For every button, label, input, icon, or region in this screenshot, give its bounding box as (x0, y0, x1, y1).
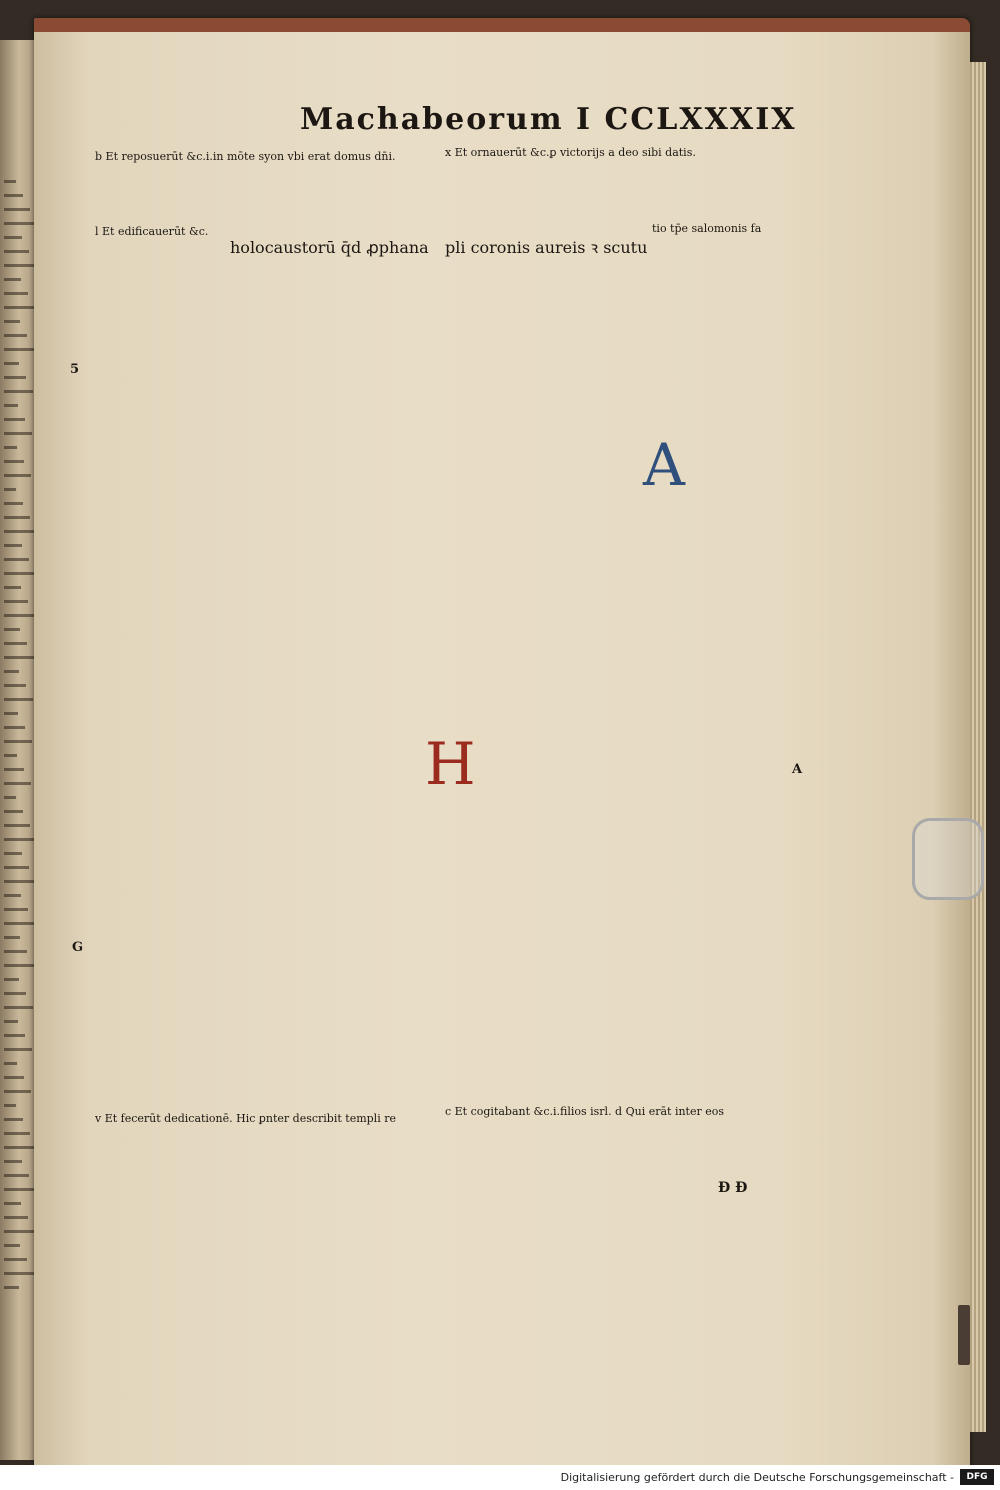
facing-page-text-line (4, 992, 26, 995)
text-line: pli coronis aureis ꝛ scutu (445, 238, 648, 257)
facing-page-text-line (4, 1020, 18, 1023)
facing-page-text-line (4, 712, 18, 715)
facing-page-text-line (4, 1286, 19, 1289)
facing-page-text-line (4, 348, 34, 351)
facing-page-text-line (4, 558, 29, 561)
facing-page-text-line (4, 656, 34, 659)
facing-page-text-line (4, 474, 31, 477)
facing-page-text-line (4, 866, 29, 869)
facing-page-text-line (4, 1048, 32, 1051)
facing-page-text-line (4, 530, 37, 533)
facing-page-text-line (4, 922, 35, 925)
facing-page-text-line (4, 222, 37, 225)
facing-page-text-line (4, 950, 27, 953)
dfg-logo: DFG (960, 1469, 994, 1485)
facing-page-text-line (4, 236, 22, 239)
margin-mark: 5 (70, 362, 80, 377)
facing-page-text-line (4, 1104, 16, 1107)
commentary-column-left (95, 225, 223, 1125)
text-line: b Et reposuerūt &c.i.in mōte syon vbi erat domus dn̄i. (95, 150, 396, 163)
facing-page-text-line (4, 908, 28, 911)
text-line: c Et cogitabant &c.i.filios isrl̄. d Qui erāt inter eos (445, 1105, 725, 1118)
facing-page-text-line (4, 1272, 34, 1275)
facing-page-text-line (4, 1146, 37, 1149)
text-line: x Et ornauerūt &c.ꝑ victorijs a deo sibi datis. (445, 146, 696, 159)
running-head: Machabeorum I CCLXXXIX (300, 102, 797, 137)
commentary-bottom-right (445, 1105, 790, 1185)
facing-page-text-line (4, 544, 22, 547)
facing-page-text-line (4, 292, 28, 295)
facing-page-text-line (4, 446, 17, 449)
commentary-top-left (95, 150, 440, 222)
signature-mark: Ð Ð (718, 1180, 748, 1196)
facing-page-text-line (4, 880, 36, 883)
text-line: l Et edificauerūt &c. (95, 225, 209, 238)
facing-page-text-line (4, 488, 16, 491)
facing-page-text-line (4, 726, 25, 729)
facing-page-text-line (4, 852, 22, 855)
facing-page-text-line (4, 320, 20, 323)
facing-page-text-line (4, 1034, 25, 1037)
facing-page-text-line (4, 740, 32, 743)
facing-page-text-line (4, 1006, 33, 1009)
facing-page-text-line (4, 1132, 30, 1135)
facing-page-text-line (4, 1090, 31, 1093)
facing-page-text-line (4, 306, 35, 309)
text-line: v Et fecerūt dedicationē. Hic ꝑnter describit templi re (95, 1112, 396, 1125)
facing-page-text-line (4, 376, 26, 379)
facing-page-text-line (4, 1244, 20, 1247)
facing-page-text-line (4, 1118, 23, 1121)
facing-page-text-line (4, 432, 32, 435)
rubricated-initial-h: H (425, 730, 476, 798)
facing-page-text-line (4, 936, 20, 939)
facing-page-text-line (4, 1230, 35, 1233)
facing-page-text-line (4, 810, 23, 813)
facing-page-text-line (4, 796, 16, 799)
facing-page-text-line (4, 404, 18, 407)
page-clip (912, 818, 984, 900)
facing-page-text-line (4, 278, 21, 281)
margin-mark: G (72, 940, 84, 955)
facing-page-text-line (4, 1062, 17, 1065)
facing-page-text-line (4, 208, 30, 211)
page-tab (958, 1305, 970, 1365)
facing-page-text-line (4, 1188, 36, 1191)
facing-page-text-line (4, 698, 33, 701)
facing-page-text-line (4, 1174, 29, 1177)
facing-page-text-line (4, 1216, 28, 1219)
page-fore-edge (970, 62, 986, 1432)
facing-page-text-line (4, 628, 20, 631)
facing-page-text-line (4, 1076, 24, 1079)
text-column-middle-left (230, 238, 440, 1173)
facing-page-text-line (4, 768, 24, 771)
facing-page-text-line (4, 1258, 27, 1261)
facing-page-text-line (4, 684, 26, 687)
facing-page-text-line (4, 670, 19, 673)
facing-page-text-line (4, 600, 28, 603)
facing-page-text-line (4, 180, 16, 183)
facing-page-text-line (4, 572, 36, 575)
facing-page-text-line (4, 194, 23, 197)
text-column-middle-right (445, 238, 655, 1173)
facing-page-text-line (4, 418, 25, 421)
facing-page-text-line (4, 824, 30, 827)
facing-page-text-line (4, 782, 31, 785)
margin-mark: A (792, 762, 803, 777)
facing-page-text-line (4, 586, 21, 589)
rubricated-initial-a: A (643, 431, 685, 499)
facing-page-text-line (4, 964, 34, 967)
facing-page-text-line (4, 264, 36, 267)
commentary-top-right (445, 146, 785, 218)
facing-page-text-line (4, 1202, 21, 1205)
facing-page-text-line (4, 334, 27, 337)
facing-page-text-line (4, 502, 23, 505)
footer-bar (0, 1465, 1000, 1490)
facing-page-text-line (4, 978, 19, 981)
facing-page-text-line (4, 642, 27, 645)
commentary-bottom-left (95, 1112, 440, 1192)
facing-page-text-line (4, 614, 35, 617)
facing-page-text-line (4, 390, 33, 393)
text-line: tio tp̄e salomonis fa (652, 222, 762, 235)
text-line: holocaustorū q̄d ꝓphana (230, 238, 429, 257)
facing-page-text-line (4, 838, 37, 841)
commentary-column-right (652, 222, 784, 1102)
facing-page-text-line (4, 754, 17, 757)
facing-page-text-line (4, 1160, 22, 1163)
funding-credit: Digitalisierung gefördert durch die Deutsche Forschungsgemeinschaft - (560, 1471, 954, 1484)
facing-page-text-line (4, 460, 24, 463)
facing-page-text-line (4, 516, 30, 519)
facing-page-text-line (4, 362, 19, 365)
facing-page-text-line (4, 894, 21, 897)
facing-page-text-line (4, 250, 29, 253)
